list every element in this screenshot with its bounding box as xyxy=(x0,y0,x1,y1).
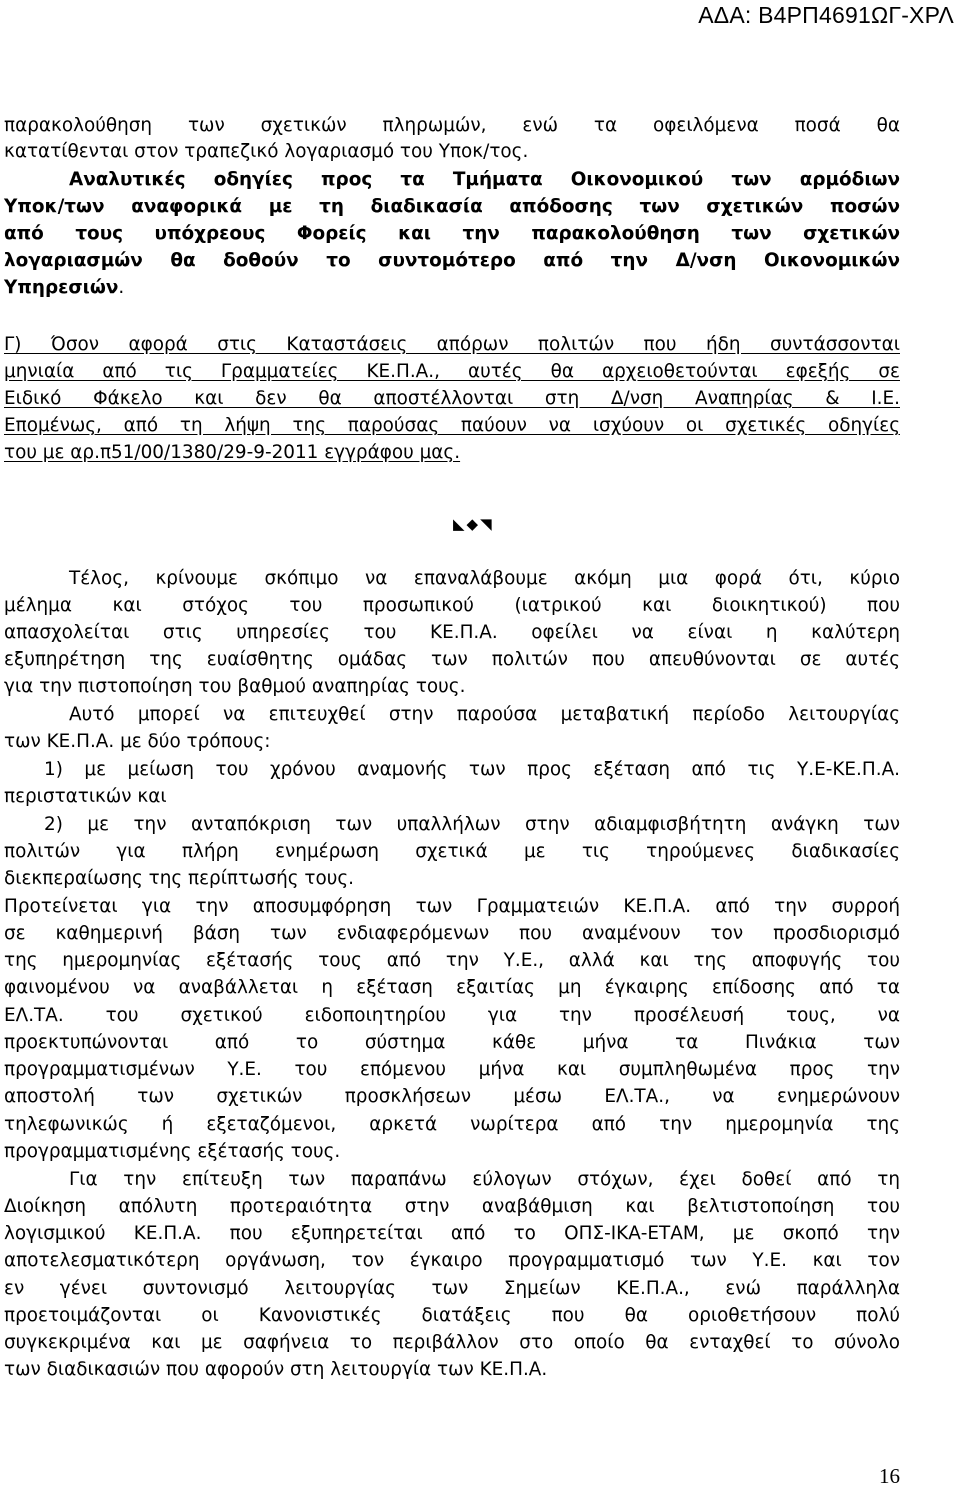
paragraph-line: προγραμματισμένων Υ.Ε. του επόμενου μήνα και συμπληθωμένα προς την xyxy=(4,1059,900,1080)
paragraph-line: Διοίκηση απόλυτη προτεραιότητα στην αναβάθμιση και βελτιστοποίηση του xyxy=(4,1196,900,1217)
paragraph-line: εξυπηρέτηση της ευαίσθητης ομάδας των πολιτών που απευθύνονται σε αυτές xyxy=(4,649,900,670)
bold-paragraph-line: Αναλυτικές οδηγίες προς τα Τμήματα Οικονομικού των αρμόδιων xyxy=(69,169,900,190)
ornament-separator: ◣◆◥ xyxy=(453,515,494,533)
bold-paragraph-line: Υποκ/των αναφορικά με τη διαδικασία απόδοσης των σχετικών ποσών xyxy=(4,196,900,217)
paragraph-line: Προτείνεται για την αποσυμφόρηση των Γραμματειών ΚΕ.Π.Α. από την συρροή xyxy=(4,896,900,917)
paragraph-line: αποτελεσματικότερη οργάνωση, τον έγκαιρο προγραμματισμό των Υ.Ε. και τον xyxy=(4,1250,900,1271)
paragraph-line: Αυτό μπορεί να επιτευχθεί στην παρούσα μεταβατική περίοδο λειτουργίας xyxy=(69,704,900,725)
paragraph-line: της ημερομηνίας εξέτασής τους από την Υ.Ε., αλλά και της αποφυγής του xyxy=(4,950,900,971)
list-item-line: 2) με την ανταπόκριση των υπαλλήλων στην αδιαμφισβήτητη ανάγκη των xyxy=(44,814,900,835)
paragraph-line: μέλημα και στόχος του προσωπικού (ιατρικού και διοικητικού) που xyxy=(4,595,900,616)
page-number: 16 xyxy=(879,1464,900,1488)
paragraph-line: κατατίθενται στον τραπεζικό λογαριασμό του Υποκ/τος. xyxy=(4,141,529,162)
bold-text: Υπηρεσιών xyxy=(4,277,119,298)
paragraph-line: για την πιστοποίηση του βαθμού αναπηρίας τους. xyxy=(4,676,466,697)
paragraph-line: παρακολούθηση των σχετικών πληρωμών, ενώ τα οφειλόμενα ποσά θα xyxy=(4,115,900,136)
paragraph-line: προεκτυπώνονται από το σύστημα κάθε μήνα τα Πινάκια των xyxy=(4,1032,900,1053)
period: . xyxy=(118,277,125,298)
paragraph-line: διεκπεραίωσης της περίπτωσής τους. xyxy=(4,868,355,889)
paragraph-line: εν γένει συντονισμό λειτουργίας των Σημείων ΚΕ.Π.Α., ενώ παράλληλα xyxy=(4,1278,900,1299)
paragraph-line: πολιτών για πλήρη ενημέρωση σχετικά με τις τηρούμενες διαδικασίες xyxy=(4,841,900,862)
underlined-paragraph-line: Ειδικό Φάκελο και δεν θα αποστέλλονται στη Δ/νση Αναπηρίας & Ι.Ε. xyxy=(4,388,900,409)
paragraph-line: προετοιμάζονται οι Κανονιστικές διατάξεις που θα οριοθετήσουν πολύ xyxy=(4,1305,900,1326)
bold-paragraph-line: από τους υπόχρεους Φορείς και την παρακολούθηση των σχετικών xyxy=(4,223,900,244)
underlined-paragraph-line: του με αρ.π51/00/1380/29-9-2011 εγγράφου μας. xyxy=(4,442,461,463)
paragraph-line: αποστολή των σχετικών προσκλήσεων μέσω ΕΛ.ΤΑ., να ενημερώνουν xyxy=(4,1086,900,1107)
ada-code: ΑΔΑ: Β4ΡΠ4691ΩΓ-ΧΡΛ xyxy=(698,2,954,28)
paragraph-line: περιστατικών και xyxy=(4,786,167,807)
paragraph-line: Τέλος, κρίνουμε σκόπιμο να επαναλάβουμε ακόμη μια φορά ότι, κύριο xyxy=(69,568,900,589)
paragraph-line: σε καθημερινή βάση των ενδιαφερόμενων που αναμένουν τον προσδιορισμό xyxy=(4,923,900,944)
paragraph-line: λογισμικού ΚΕ.Π.Α. που εξυπηρετείται από το ΟΠΣ-ΙΚΑ-ΕΤΑΜ, με σκοπό την xyxy=(4,1223,900,1244)
paragraph-line: των διαδικασιών που αφορούν στη λειτουργία των ΚΕ.Π.Α. xyxy=(4,1359,548,1380)
paragraph-line: απασχολείται στις υπηρεσίες του ΚΕ.Π.Α. οφείλει να είναι η καλύτερη xyxy=(4,622,900,643)
list-item-line: 1) με μείωση του χρόνου αναμονής των προς εξέταση από τις Υ.Ε-ΚΕ.Π.Α. xyxy=(44,759,900,780)
paragraph-line xyxy=(4,274,900,301)
paragraph-line: φαινομένου να αναβάλλεται η εξέταση εξαιτίας μη έγκαιρης επίδοσης από τα xyxy=(4,977,900,998)
paragraph-line: τηλεφωνικώς ή εξεταζόμενοι, αρκετά νωρίτερα από την ημερομηνία της xyxy=(4,1114,900,1135)
bold-paragraph-line: λογαριασμών θα δοθούν το συντομότερο από την Δ/νση Οικονομικών xyxy=(4,250,900,271)
paragraph-line: συγκεκριμένα και με σαφήνεια το περιβάλλον στο οποίο θα ενταχθεί το σύνολο xyxy=(4,1332,900,1353)
paragraph-line: ΕΛ.ΤΑ. του σχετικού ειδοποιητηρίου για την προσέλευσή τους, να xyxy=(4,1005,900,1026)
underlined-paragraph-line: Επομένως, από τη λήψη της παρούσας παύουν να ισχύουν οι σχετικές οδηγίες xyxy=(4,415,900,436)
paragraph-line: των ΚΕ.Π.Α. με δύο τρόπους: xyxy=(4,731,271,752)
paragraph-line: Για την επίτευξη των παραπάνω εύλογων στόχων, έχει δοθεί από τη xyxy=(69,1169,900,1190)
underlined-paragraph-line: Γ) Όσον αφορά στις Καταστάσεις απόρων πολιτών που ήδη συντάσσονται xyxy=(4,334,900,355)
underlined-paragraph-line: μηνιαία από τις Γραμματείες ΚΕ.Π.Α., αυτές θα αρχειοθετούνται εφεξής σε xyxy=(4,361,900,382)
paragraph-line: προγραμματισμένης εξέτασής τους. xyxy=(4,1141,341,1162)
